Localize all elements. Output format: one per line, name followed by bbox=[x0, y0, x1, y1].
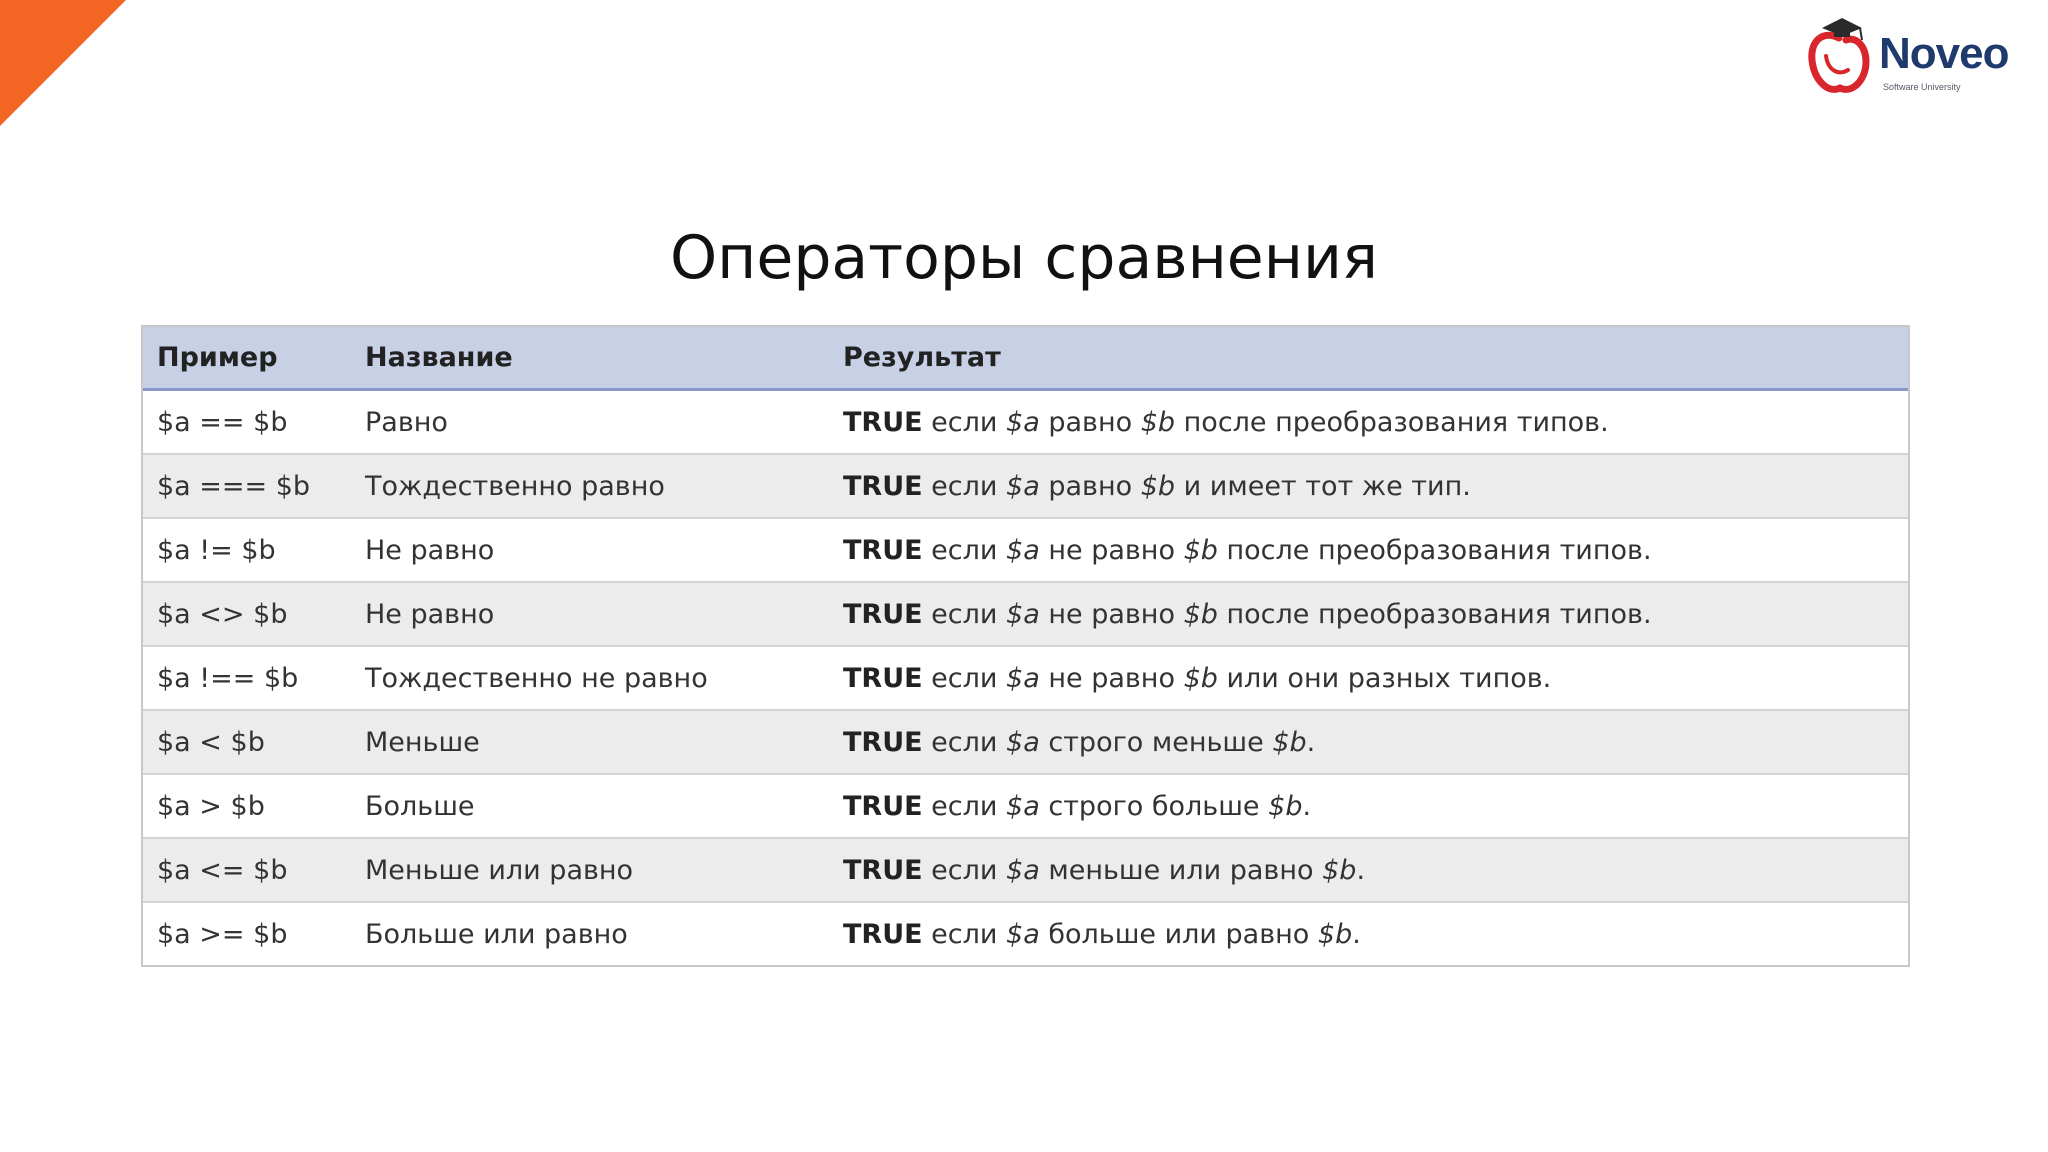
result-keyword: TRUE bbox=[843, 470, 923, 502]
corner-accent bbox=[0, 0, 126, 126]
result-mid: не равно bbox=[1048, 662, 1175, 694]
name-cell: Равно bbox=[351, 390, 829, 455]
header-result: Результат bbox=[829, 327, 1908, 390]
result-pre: если bbox=[931, 598, 998, 630]
result-post: . bbox=[1306, 726, 1316, 758]
result-cell bbox=[829, 582, 1908, 646]
noveo-logo bbox=[1804, 16, 2024, 100]
result-post: . bbox=[1352, 918, 1361, 950]
result-pre: если bbox=[931, 918, 998, 950]
example-cell: $a > $b bbox=[143, 774, 351, 838]
result-keyword: TRUE bbox=[843, 918, 923, 950]
result-post: . bbox=[1302, 790, 1312, 822]
result-post: после преобразования типов. bbox=[1226, 598, 1652, 630]
example-cell: $a <= $b bbox=[143, 838, 351, 902]
name-cell: Не равно bbox=[351, 582, 829, 646]
result-mid: не равно bbox=[1048, 598, 1175, 630]
result-cell bbox=[829, 774, 1908, 838]
name-cell: Больше bbox=[351, 774, 829, 838]
name-cell: Тождественно равно bbox=[351, 454, 829, 518]
result-pre: если bbox=[931, 534, 998, 566]
result-pre: если bbox=[931, 662, 998, 694]
table-row bbox=[143, 454, 1908, 518]
result-var-a: $a bbox=[1006, 662, 1040, 694]
table-row bbox=[143, 390, 1908, 455]
result-mid: меньше или равно bbox=[1048, 854, 1314, 886]
name-cell: Меньше или равно bbox=[351, 838, 829, 902]
result-mid: больше или равно bbox=[1048, 918, 1310, 950]
graduation-cap-apple-icon bbox=[1804, 16, 1874, 96]
result-pre: если bbox=[931, 854, 998, 886]
result-mid: не равно bbox=[1048, 534, 1175, 566]
result-var-a: $a bbox=[1006, 470, 1040, 502]
table-row bbox=[143, 710, 1908, 774]
result-mid: равно bbox=[1048, 406, 1133, 438]
slide-title: Операторы сравнения bbox=[669, 223, 1379, 293]
result-mid: равно bbox=[1048, 470, 1133, 502]
table-header-row bbox=[143, 327, 1908, 390]
result-post: . bbox=[1356, 854, 1366, 886]
result-mid: строго меньше bbox=[1048, 726, 1264, 758]
result-var-b: $b bbox=[1140, 406, 1176, 438]
example-cell: $a < $b bbox=[143, 710, 351, 774]
example-cell: $a >= $b bbox=[143, 902, 351, 965]
result-var-b: $b bbox=[1322, 854, 1357, 886]
result-var-a: $a bbox=[1006, 726, 1040, 758]
result-keyword: TRUE bbox=[843, 534, 923, 566]
result-keyword: TRUE bbox=[843, 406, 923, 438]
example-cell: $a === $b bbox=[143, 454, 351, 518]
name-cell: Тождественно не равно bbox=[351, 646, 829, 710]
result-post: или они разных типов. bbox=[1226, 662, 1552, 694]
result-cell bbox=[829, 902, 1908, 965]
name-cell: Не равно bbox=[351, 518, 829, 582]
result-mid: строго больше bbox=[1048, 790, 1260, 822]
result-var-a: $a bbox=[1006, 790, 1040, 822]
result-keyword: TRUE bbox=[843, 662, 923, 694]
logo-wordmark: Noveo bbox=[1879, 29, 2009, 78]
result-var-a: $a bbox=[1006, 406, 1040, 438]
result-var-a: $a bbox=[1006, 918, 1040, 950]
result-pre: если bbox=[931, 406, 998, 438]
result-cell bbox=[829, 390, 1908, 455]
result-var-b: $b bbox=[1183, 662, 1218, 694]
example-cell: $a !== $b bbox=[143, 646, 351, 710]
result-post: после преобразования типов. bbox=[1183, 406, 1609, 438]
result-post: после преобразования типов. bbox=[1226, 534, 1652, 566]
header-example: Пример bbox=[143, 327, 351, 390]
result-pre: если bbox=[931, 470, 998, 502]
example-cell: $a != $b bbox=[143, 518, 351, 582]
result-cell bbox=[829, 518, 1908, 582]
result-var-b: $b bbox=[1183, 534, 1218, 566]
result-var-a: $a bbox=[1006, 534, 1040, 566]
result-var-a: $a bbox=[1006, 854, 1040, 886]
result-var-b: $b bbox=[1268, 790, 1303, 822]
logo-tagline: Software University bbox=[1883, 82, 1961, 92]
table-row bbox=[143, 646, 1908, 710]
result-keyword: TRUE bbox=[843, 790, 923, 822]
result-keyword: TRUE bbox=[843, 854, 923, 886]
result-cell bbox=[829, 454, 1908, 518]
table-row bbox=[143, 582, 1908, 646]
result-pre: если bbox=[931, 790, 998, 822]
result-keyword: TRUE bbox=[843, 598, 923, 630]
table-row bbox=[143, 518, 1908, 582]
name-cell: Больше или равно bbox=[351, 902, 829, 965]
header-name: Название bbox=[351, 327, 829, 390]
result-cell bbox=[829, 710, 1908, 774]
table-row bbox=[143, 838, 1908, 902]
result-cell bbox=[829, 646, 1908, 710]
result-cell bbox=[829, 838, 1908, 902]
table-row bbox=[143, 902, 1908, 965]
result-var-b: $b bbox=[1317, 918, 1353, 950]
comparison-operators-table bbox=[141, 325, 1910, 967]
result-var-a: $a bbox=[1006, 598, 1040, 630]
result-var-b: $b bbox=[1272, 726, 1307, 758]
result-pre: если bbox=[931, 726, 998, 758]
example-cell: $a == $b bbox=[143, 390, 351, 455]
result-keyword: TRUE bbox=[843, 726, 923, 758]
result-var-b: $b bbox=[1183, 598, 1218, 630]
table-row bbox=[143, 774, 1908, 838]
result-var-b: $b bbox=[1140, 470, 1176, 502]
result-post: и имеет тот же тип. bbox=[1183, 470, 1471, 502]
name-cell: Меньше bbox=[351, 710, 829, 774]
example-cell: $a <> $b bbox=[143, 582, 351, 646]
